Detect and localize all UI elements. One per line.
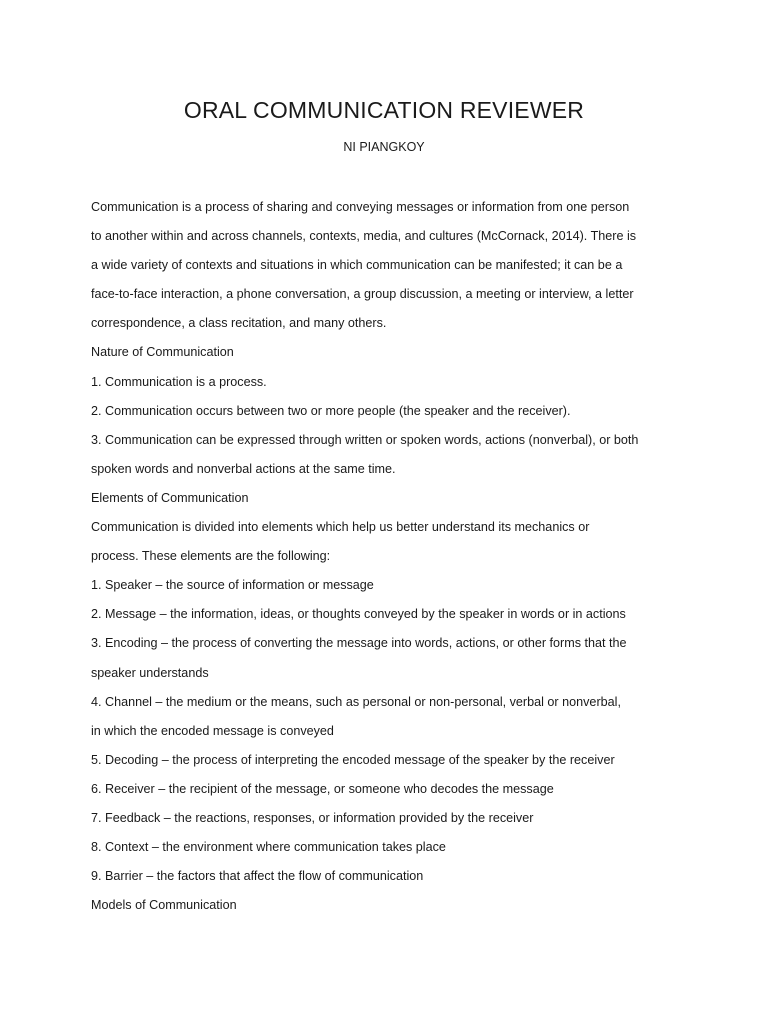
list-item: 1. Speaker – the source of information or message <box>91 578 374 593</box>
section-heading-nature: Nature of Communication <box>91 345 234 360</box>
document-body <box>91 197 691 924</box>
body-line: a wide variety of contexts and situations in which communication can be manifested; it can be a <box>91 258 623 273</box>
body-line: face-to-face interaction, a phone conversation, a group discussion, a meeting or interview, a letter <box>91 287 634 302</box>
list-item: 1. Communication is a process. <box>91 374 267 389</box>
body-line: Communication is a process of sharing and conveying messages or information from one person <box>91 200 630 214</box>
list-item: 7. Feedback – the reactions, responses, or information provided by the receiver <box>91 810 534 825</box>
document-author: NI PIANGKOY <box>343 140 425 154</box>
section-heading-elements: Elements of Communication <box>91 490 249 505</box>
list-item: 9. Barrier – the factors that affect the flow of communication <box>91 869 424 884</box>
list-item: 2. Communication occurs between two or more people (the speaker and the receiver). <box>91 403 571 418</box>
body-line: to another within and across channels, contexts, media, and cultures (McCornack, 2014). There is <box>91 229 637 244</box>
list-item-continuation: spoken words and nonverbal actions at the same time. <box>91 461 396 476</box>
list-item: 5. Decoding – the process of interpreting the encoded message of the speaker by the receiver <box>91 752 615 767</box>
list-item: 2. Message – the information, ideas, or thoughts conveyed by the speaker in words or in actions <box>91 607 626 622</box>
list-item: 3. Encoding – the process of converting the message into words, actions, or other forms that the <box>91 636 627 651</box>
list-item: 8. Context – the environment where communication takes place <box>91 840 446 855</box>
body-line: process. These elements are the following: <box>91 549 331 564</box>
section-heading-models: Models of Communication <box>91 898 237 913</box>
list-item: 6. Receiver – the recipient of the message, or someone who decodes the message <box>91 781 554 796</box>
document-title: ORAL COMMUNICATION REVIEWER <box>183 97 585 123</box>
list-item: 4. Channel – the medium or the means, such as personal or non-personal, verbal or nonverbal, <box>91 694 621 709</box>
body-line: correspondence, a class recitation, and many others. <box>91 316 387 331</box>
list-item-continuation: in which the encoded message is conveyed <box>91 723 334 738</box>
list-item-continuation: speaker understands <box>91 665 209 680</box>
body-line: Communication is divided into elements which help us better understand its mechanics or <box>91 520 590 535</box>
list-item: 3. Communication can be expressed through written or spoken words, actions (nonverbal), or both <box>91 432 639 447</box>
